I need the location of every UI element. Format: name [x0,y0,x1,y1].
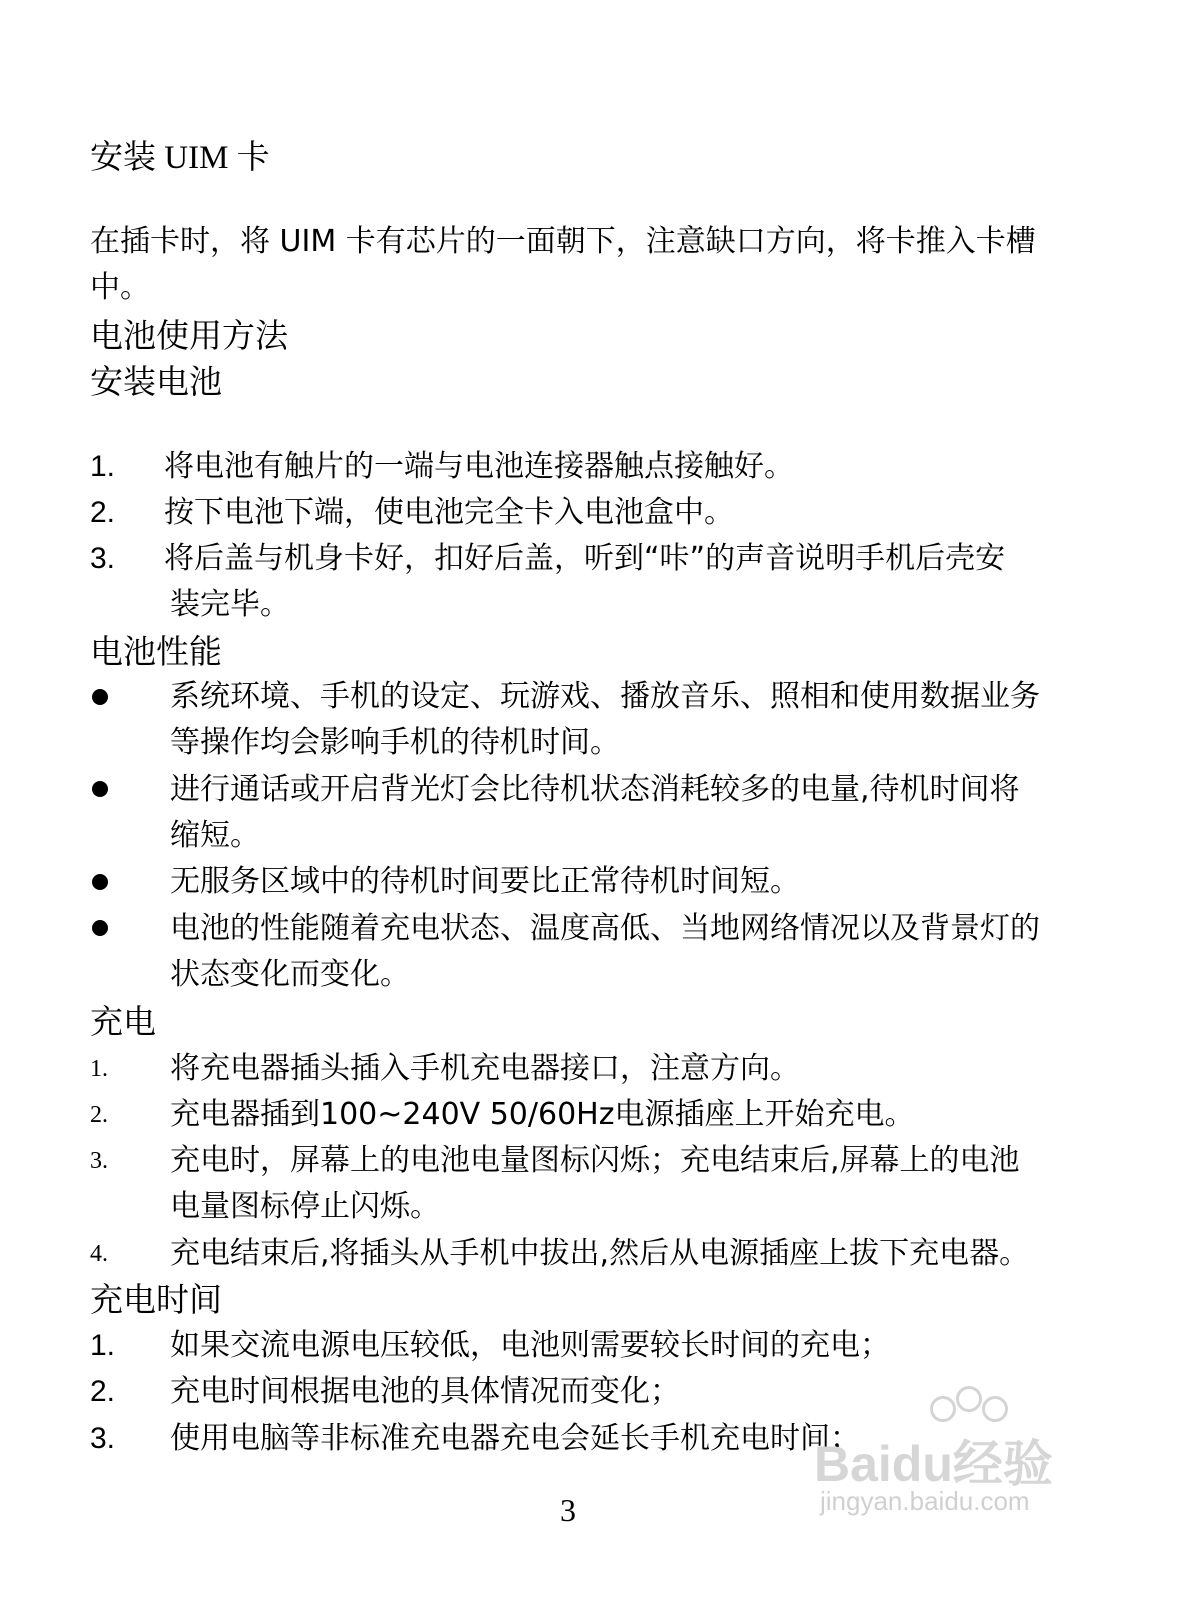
paragraph-line: 中。 [90,270,150,305]
paragraph-line: 在插卡时，将 UIM 卡有芯片的一面朝下，注意缺口方向，将卡推入卡槽 [90,224,1036,259]
list-number: 2. [90,1102,108,1128]
list-number: 2. [90,1375,116,1408]
list-item-text: 电量图标停止闪烁。 [170,1189,440,1224]
heading-battery-usage: 电池使用方法 [90,316,288,355]
heading-battery-performance: 电池性能 [90,632,222,671]
list-item-text: 将电池有触片的一端与电池连接器触点接触好。 [164,449,794,484]
heading-charging: 充电 [90,1002,156,1041]
bullet-icon [92,689,108,705]
bullet-item-text: 无服务区域中的待机时间要比正常待机时间短。 [170,864,800,899]
list-number: 1. [90,450,116,483]
list-item-text: 装完毕。 [170,587,290,622]
paw-icon [930,1396,956,1422]
list-item-text: 按下电池下端，使电池完全卡入电池盒中。 [164,495,734,530]
list-number: 3. [90,1148,108,1174]
bullet-item-text: 缩短。 [170,818,260,853]
watermark-url: jingyan.baidu.com [820,1486,1030,1516]
list-number: 2. [90,496,116,529]
heading-install-battery: 安装电池 [90,362,222,401]
bullet-item-text: 进行通话或开启背光灯会比待机状态消耗较多的电量,待机时间将 [170,772,1020,807]
watermark-logo: Baidu经验 [814,1436,1053,1492]
bullet-item-text: 电池的性能随着充电状态、温度高低、当地网络情况以及背景灯的 [170,911,1040,946]
bullet-item-text: 状态变化而变化。 [170,957,410,992]
list-number: 4. [90,1241,108,1267]
paw-icon [982,1396,1008,1422]
bullet-item-text: 系统环境、手机的设定、玩游戏、播放音乐、照相和使用数据业务 [170,679,1040,714]
bullet-icon [92,874,108,890]
list-number: 3. [90,1422,116,1455]
bullet-item-text: 等操作均会影响手机的待机时间。 [170,725,620,760]
list-number: 1. [90,1329,116,1362]
bullet-icon [92,781,108,797]
bullet-icon [92,920,108,936]
list-item-text: 将充电器插头插入手机充电器接口，注意方向。 [170,1051,800,1086]
list-item-text: 充电结束后,将插头从手机中拔出,然后从电源插座上拔下充电器。 [170,1236,1030,1271]
paw-icon [956,1386,982,1412]
list-item-text: 充电器插到100~240V 50/60Hz电源插座上开始充电。 [170,1097,915,1132]
list-item-text: 充电时，屏幕上的电池电量图标闪烁；充电结束后,屏幕上的电池 [170,1143,1020,1178]
list-number: 1. [90,1056,108,1082]
list-number: 3. [90,542,116,575]
list-item-text: 将后盖与机身卡好，扣好后盖，听到“咔”的声音说明手机后壳安 [164,541,1006,576]
heading-install-uim: 安装 UIM 卡 [90,140,270,176]
list-item-text: 充电时间根据电池的具体情况而变化； [170,1374,680,1409]
list-item-text: 如果交流电源电压较低，电池则需要较长时间的充电； [170,1328,890,1363]
heading-charging-time: 充电时间 [90,1280,222,1319]
page-number: 3 [560,1492,576,1528]
list-item-text: 使用电脑等非标准充电器充电会延长手机充电时间； [170,1421,860,1456]
